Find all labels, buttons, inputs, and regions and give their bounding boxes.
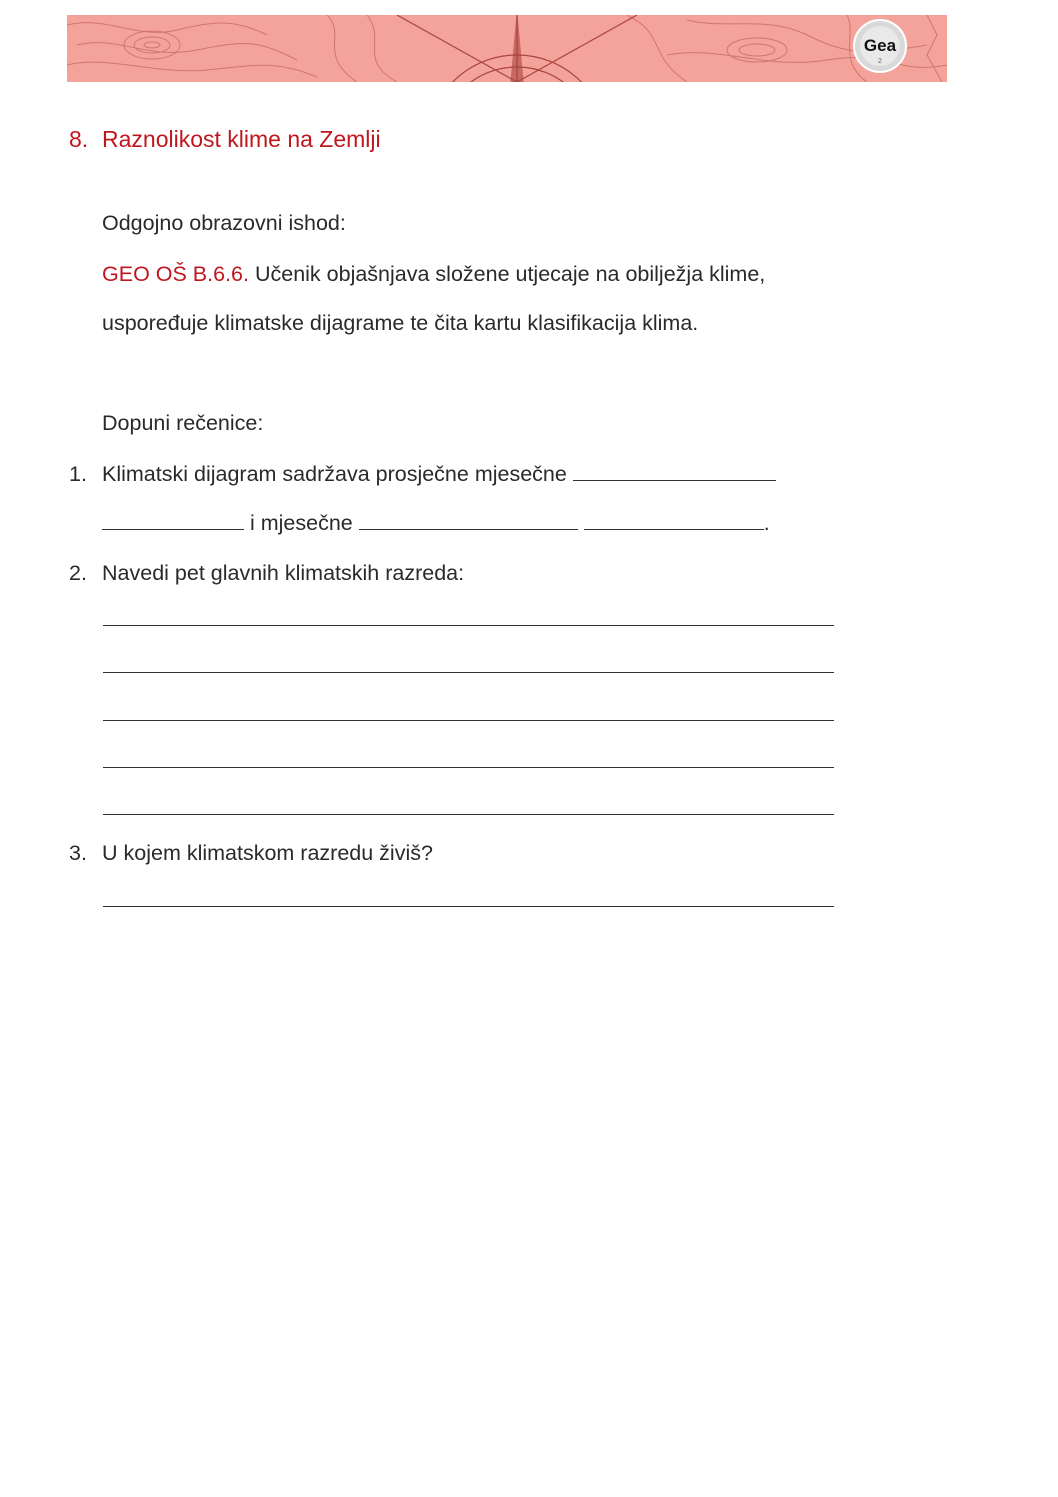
svg-text:Gea: Gea — [863, 36, 897, 55]
header-banner — [67, 15, 947, 82]
answer-blank[interactable] — [584, 511, 764, 530]
outcome-text-1: Učenik objašnjava složene utjecaje na obilježja klime, — [248, 262, 766, 286]
question-2-text: Navedi pet glavnih klimatskih razreda: — [102, 561, 465, 585]
answer-line[interactable] — [103, 720, 834, 721]
topographic-map-pattern — [67, 15, 947, 82]
section-title-text: Raznolikost klime na Zemlji — [102, 126, 381, 152]
question-1-line-1 — [102, 462, 776, 487]
question-3-number: 3. — [69, 841, 87, 865]
question-1-end: . — [763, 511, 770, 535]
answer-line[interactable] — [103, 906, 834, 907]
answer-line[interactable] — [103, 767, 834, 768]
answer-line[interactable] — [103, 672, 834, 673]
question-2-number: 2. — [69, 561, 87, 585]
instructions: Dopuni rečenice: — [102, 411, 264, 435]
question-1-text: Klimatski dijagram sadržava prosječne mjesečne — [102, 462, 567, 486]
outcome-label: Odgojno obrazovni ishod: — [102, 211, 346, 235]
question-1-mid-text: i mjesečne — [249, 511, 353, 535]
answer-blank[interactable] — [102, 511, 244, 530]
svg-text:2: 2 — [878, 58, 882, 65]
section-number: 8. — [69, 126, 89, 152]
answer-line[interactable] — [103, 625, 834, 626]
section-title — [69, 126, 381, 153]
outcome-line-2: uspoređuje klimatske dijagrame te čita kartu klasifikacija klima. — [102, 311, 699, 335]
answer-blank[interactable] — [359, 511, 578, 530]
answer-line[interactable] — [103, 814, 834, 815]
outcome-line-1 — [102, 262, 765, 287]
gea-logo-icon — [852, 18, 908, 74]
outcome-code: GEO OŠ B.6.6. — [102, 262, 249, 286]
question-1-line-2 — [102, 511, 770, 536]
answer-blank[interactable] — [573, 462, 776, 481]
question-3-text: U kojem klimatskom razredu živiš? — [102, 841, 433, 865]
question-1-number: 1. — [69, 462, 87, 486]
